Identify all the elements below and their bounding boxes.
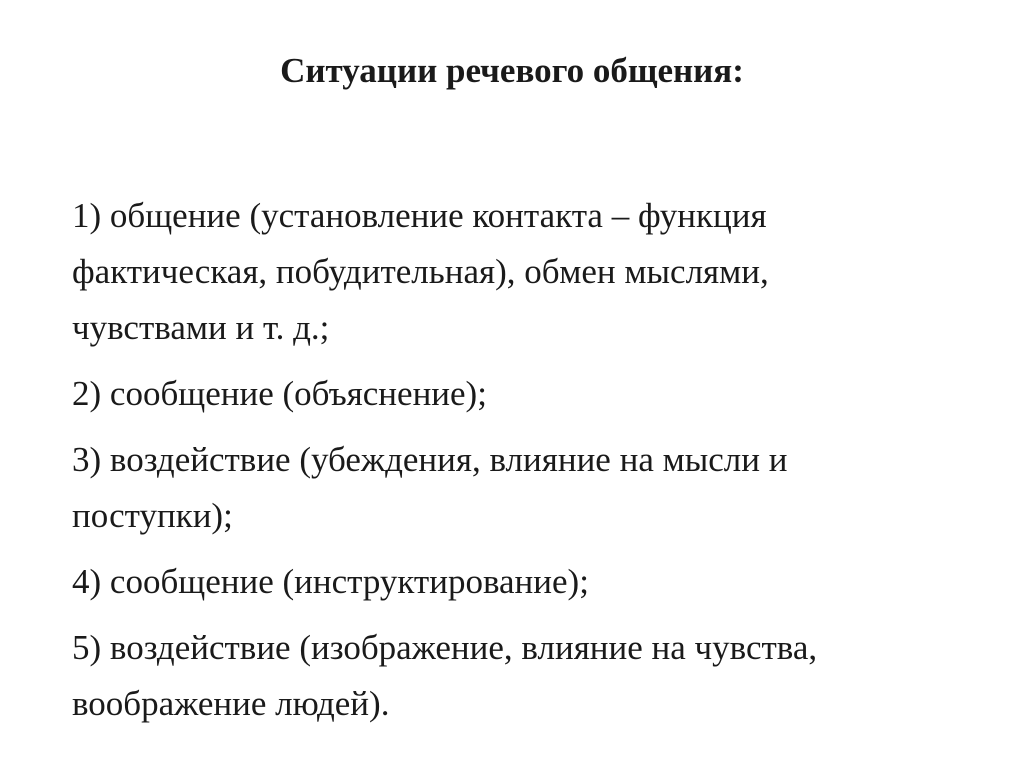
list-item — [72, 554, 972, 610]
list-item — [72, 188, 972, 356]
list-item-line: чувствами и т. д.; — [72, 308, 330, 347]
list-item-line: 3) воздействие (убеждения, влияние на мысли и — [72, 440, 788, 479]
list-item-line: поступки); — [72, 496, 233, 535]
list-item-line: 2) сообщение (объяснение); — [72, 374, 487, 413]
list-item-line: воображение людей). — [72, 684, 390, 723]
situation-list — [72, 188, 972, 742]
list-item-line: 5) воздействие (изображение, влияние на чувства, — [72, 628, 818, 667]
list-item — [72, 620, 972, 732]
list-item — [72, 366, 972, 422]
list-item — [72, 432, 972, 544]
list-item-line: фактическая, побудительная), обмен мыслями, — [72, 252, 769, 291]
list-item-line: 4) сообщение (инструктирование); — [72, 562, 589, 601]
slide-title: Ситуации речевого общения: — [280, 51, 744, 90]
list-item-line: 1) общение (установление контакта – функция — [72, 196, 767, 235]
